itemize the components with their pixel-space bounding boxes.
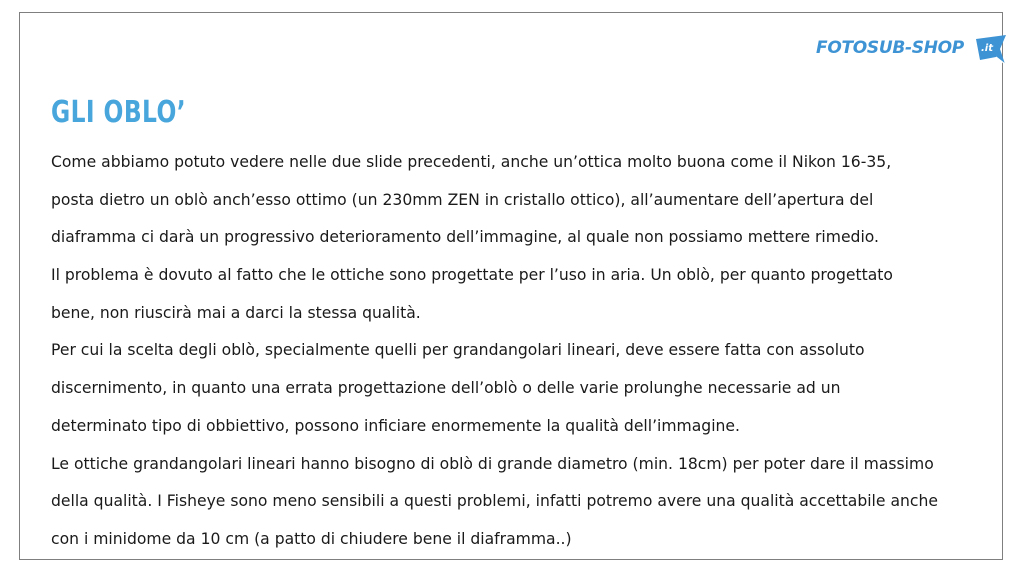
slide-title: GLI OBLO’ [51, 95, 187, 130]
brand-name: FOTOSUB-SHOP [816, 38, 964, 58]
body-line: Le ottiche grandangolari lineari hanno bisogno di oblò di grande diametro (min. 18cm) per poter dare il massimo [51, 454, 934, 473]
body-line: Il problema è dovuto al fatto che le ottiche sono progettate per l’uso in aria. Un oblò, per quanto progettato [51, 266, 893, 285]
body-line: posta dietro un oblò anch’esso ottimo (un 230mm ZEN in cristallo ottico), all’aumentare dell’apertura del [51, 190, 874, 209]
body-line: Per cui la scelta degli oblò, specialmente quelli per grandangolari lineari, deve essere fatta con assoluto [51, 341, 865, 360]
body-line: della qualità. I Fisheye sono meno sensibili a questi problemi, infatti potremo avere una qualità accettabile anche [51, 492, 938, 511]
brand-tld: .it [981, 43, 994, 54]
body-line: diaframma ci darà un progressivo deterioramento dell’immagine, al quale non possiamo mettere rimedio. [51, 228, 880, 247]
brand-logo [816, 31, 1012, 69]
slide-body [51, 147, 1019, 562]
body-line: bene, non riuscirà mai a darci la stessa qualità. [51, 303, 421, 322]
body-line: determinato tipo di obbiettivo, possono inficiare enormemente la qualità dell’immagine. [51, 416, 740, 435]
slide-frame [19, 12, 1003, 560]
body-line: Come abbiamo potuto vedere nelle due slide precedenti, anche un’ottica molto buona come il Nikon 16-35, [51, 153, 892, 171]
body-line: con i minidome da 10 cm (a patto di chiudere bene il diaframma..) [51, 529, 572, 548]
body-line: discernimento, in quanto una errata progettazione dell’oblò o delle varie prolunghe necessarie ad un [51, 379, 841, 398]
